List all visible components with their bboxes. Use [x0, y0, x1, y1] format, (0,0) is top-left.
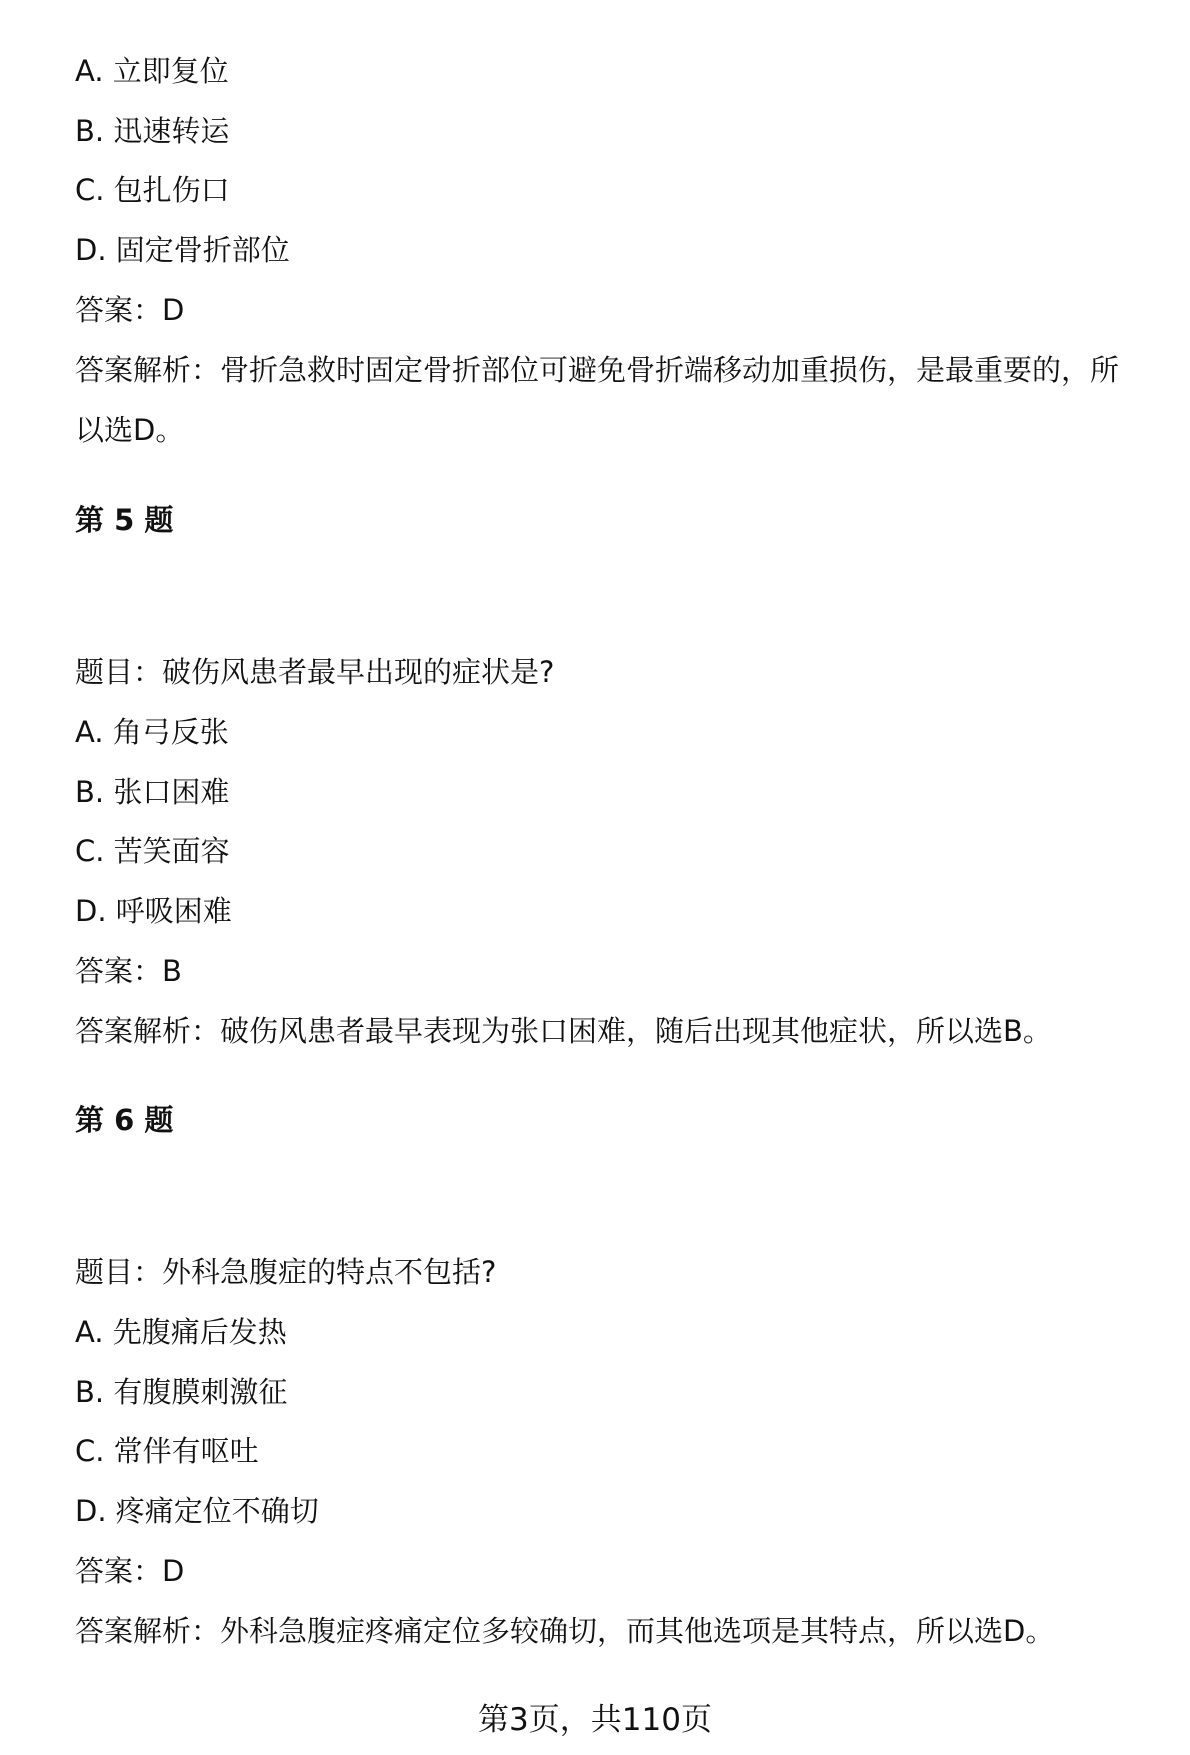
q6-option-c: C. 常伴有呕吐 — [75, 1434, 259, 1468]
q5-question: 题目：破伤风患者最早出现的症状是? — [75, 655, 555, 689]
q4-analysis-line1: 答案解析：骨折急救时固定骨折部位可避免骨折端移动加重损伤，是最重要的，所 — [75, 353, 1120, 387]
q6-answer: 答案：D — [75, 1554, 185, 1588]
q4-analysis-line2: 以选D。 — [75, 413, 185, 447]
q6-question: 题目：外科急腹症的特点不包括? — [75, 1255, 497, 1289]
q5-heading: 第 5 题 — [75, 503, 174, 537]
q4-option-a: A. 立即复位 — [75, 54, 229, 88]
page-number-footer: 第3页，共110页 — [478, 1702, 712, 1738]
q5-answer: 答案：B — [75, 954, 182, 988]
q4-answer: 答案：D — [75, 293, 185, 327]
q4-option-d: D. 固定骨折部位 — [75, 233, 290, 267]
q6-option-d: D. 疼痛定位不确切 — [75, 1494, 319, 1528]
q5-analysis: 答案解析：破伤风患者最早表现为张口困难，随后出现其他症状，所以选B。 — [75, 1014, 1052, 1048]
q5-option-a: A. 角弓反张 — [75, 715, 229, 749]
q5-option-b: B. 张口困难 — [75, 775, 230, 809]
q4-option-c: C. 包扎伤口 — [75, 173, 230, 207]
q4-option-b: B. 迅速转运 — [75, 114, 230, 148]
q6-option-a: A. 先腹痛后发热 — [75, 1315, 287, 1349]
q5-option-c: C. 苦笑面容 — [75, 834, 230, 868]
q6-heading: 第 6 题 — [75, 1103, 174, 1137]
q6-analysis: 答案解析：外科急腹症疼痛定位多较确切，而其他选项是其特点，所以选D。 — [75, 1614, 1055, 1648]
q5-option-d: D. 呼吸困难 — [75, 894, 232, 928]
q6-option-b: B. 有腹膜刺激征 — [75, 1375, 288, 1409]
